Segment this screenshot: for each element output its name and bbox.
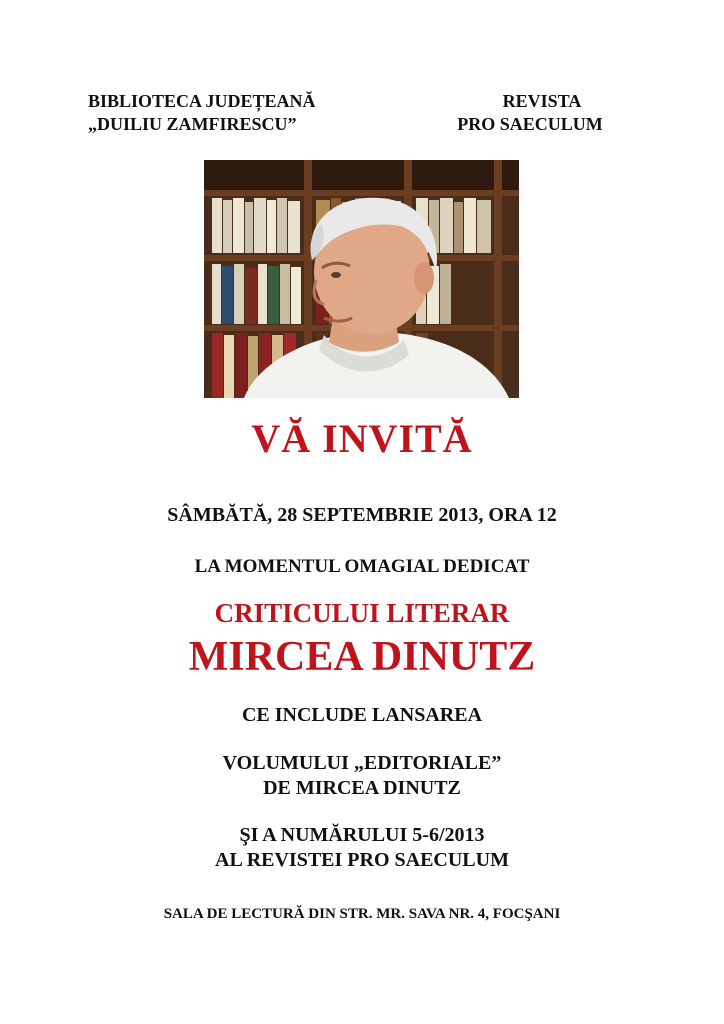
magazine-name-line2: PRO SAECULUM bbox=[457, 114, 603, 134]
issue-number: ŞI A NUMĂRULUI 5-6/2013 bbox=[239, 824, 485, 846]
launch-intro: CE INCLUDE LANSAREA bbox=[241, 704, 483, 726]
event-date: SÂMBĂTĂ, 28 SEPTEMBRIE 2013, ORA 12 bbox=[167, 504, 557, 526]
event-description: LA MOMENTUL OMAGIAL DEDICAT bbox=[194, 556, 530, 577]
issue-magazine: AL REVISTEI PRO SAECULUM bbox=[215, 849, 509, 871]
volume-author: DE MIRCEA DINUTZ bbox=[263, 777, 461, 799]
event-venue: SALA DE LECTURĂ DIN STR. MR. SAVA NR. 4, FOCŞANI bbox=[163, 906, 561, 922]
volume-title: VOLUMULUI „EDITORIALE” bbox=[222, 752, 502, 774]
honoree-title: CRITICULUI LITERAR bbox=[214, 598, 510, 628]
invitation-title: VĂ INVITĂ bbox=[251, 416, 473, 461]
library-name-line1: BIBLIOTECA JUDEȚEANĂ bbox=[88, 91, 316, 111]
magazine-name-line1: REVISTA bbox=[502, 91, 582, 111]
library-header bbox=[88, 90, 316, 136]
magazine-header bbox=[430, 90, 630, 136]
library-name-line2: „DUILIU ZAMFIRESCU” bbox=[88, 114, 297, 134]
honoree-name: MIRCEA DINUTZ bbox=[188, 634, 536, 680]
portrait-photo bbox=[204, 160, 519, 398]
